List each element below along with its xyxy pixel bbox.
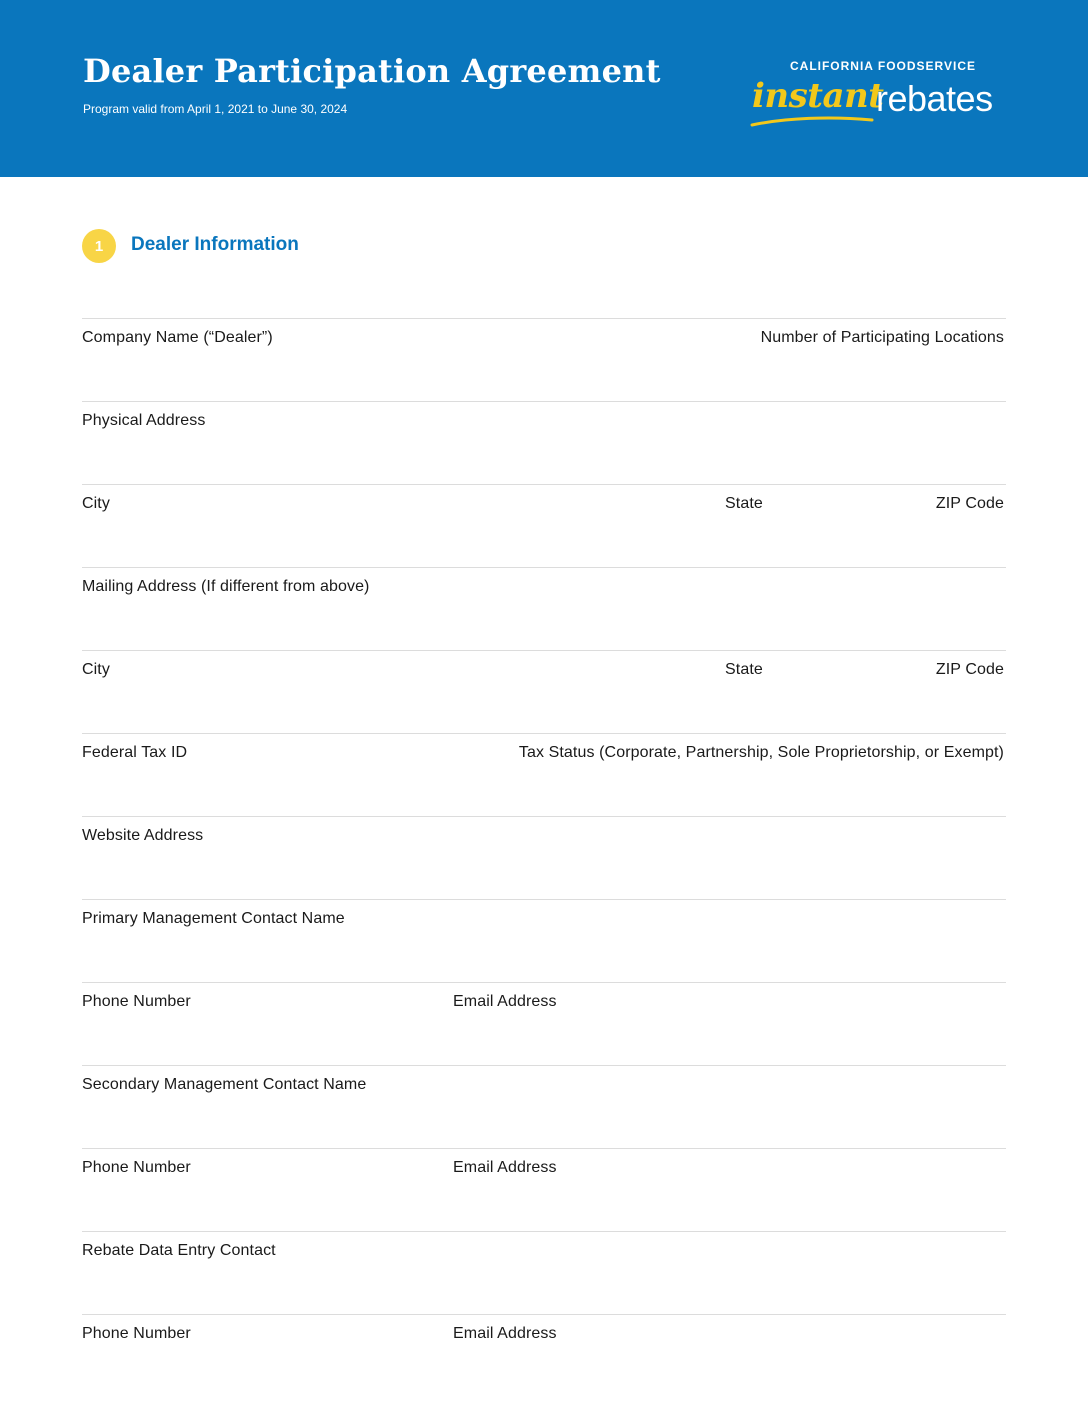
phone-number-label: Phone Number [82, 1159, 191, 1176]
logo-swoosh-icon [750, 114, 875, 128]
form-row-tax[interactable] [82, 733, 1006, 816]
federal-tax-id-label: Federal Tax ID [82, 744, 188, 761]
company-name-label: Company Name (“Dealer”) [82, 329, 273, 346]
form-row-mailing-city[interactable] [82, 650, 1006, 733]
primary-contact-label: Primary Management Contact Name [82, 910, 345, 927]
form-row-physical-address[interactable] [82, 401, 1006, 484]
section-number-badge: 1 [82, 229, 116, 263]
form-row-physical-city[interactable] [82, 484, 1006, 567]
form-row-company[interactable] [82, 318, 1006, 401]
website-address-label: Website Address [82, 827, 204, 844]
phone-number-label: Phone Number [82, 1325, 191, 1342]
form-row-mailing-address[interactable] [82, 567, 1006, 650]
instant-rebates-logo [740, 56, 1010, 132]
form-row-primary-contact[interactable] [82, 899, 1006, 982]
logo-word-rebates: rebates [876, 78, 993, 119]
form-row-primary-phone-email[interactable] [82, 982, 1006, 1065]
logo-top-text: CALIFORNIA FOODSERVICE [789, 59, 976, 73]
phone-number-label: Phone Number [82, 993, 191, 1010]
program-validity-text: Program valid from April 1, 2021 to June 30, 2024 [83, 102, 348, 116]
rebate-data-entry-contact-label: Rebate Data Entry Contact [82, 1242, 276, 1259]
city-label: City [82, 661, 110, 678]
logo-word-instant: instant [752, 76, 884, 116]
physical-address-label: Physical Address [82, 412, 206, 429]
form-row-rebate-contact[interactable] [82, 1231, 1006, 1314]
participating-locations-label: Number of Participating Locations [760, 329, 1004, 346]
state-label: State [725, 661, 763, 678]
form-row-rebate-phone-email[interactable] [82, 1314, 1006, 1397]
dealer-information-form [82, 318, 1006, 1397]
email-address-label: Email Address [453, 993, 557, 1010]
email-address-label: Email Address [453, 1159, 557, 1176]
form-row-secondary-phone-email[interactable] [82, 1148, 1006, 1231]
page-title: Dealer Participation Agreement [83, 52, 661, 90]
zip-code-label: ZIP Code [935, 495, 1004, 512]
state-label: State [725, 495, 763, 512]
email-address-label: Email Address [453, 1325, 557, 1342]
form-row-secondary-contact[interactable] [82, 1065, 1006, 1148]
secondary-contact-label: Secondary Management Contact Name [82, 1076, 367, 1093]
section-title: Dealer Information [131, 234, 299, 255]
mailing-address-label: Mailing Address (If different from above) [82, 578, 370, 595]
tax-status-label: Tax Status (Corporate, Partnership, Sole Proprietorship, or Exempt) [518, 744, 1004, 761]
zip-code-label: ZIP Code [935, 661, 1004, 678]
city-label: City [82, 495, 110, 512]
form-row-website[interactable] [82, 816, 1006, 899]
page-header [0, 0, 1088, 177]
